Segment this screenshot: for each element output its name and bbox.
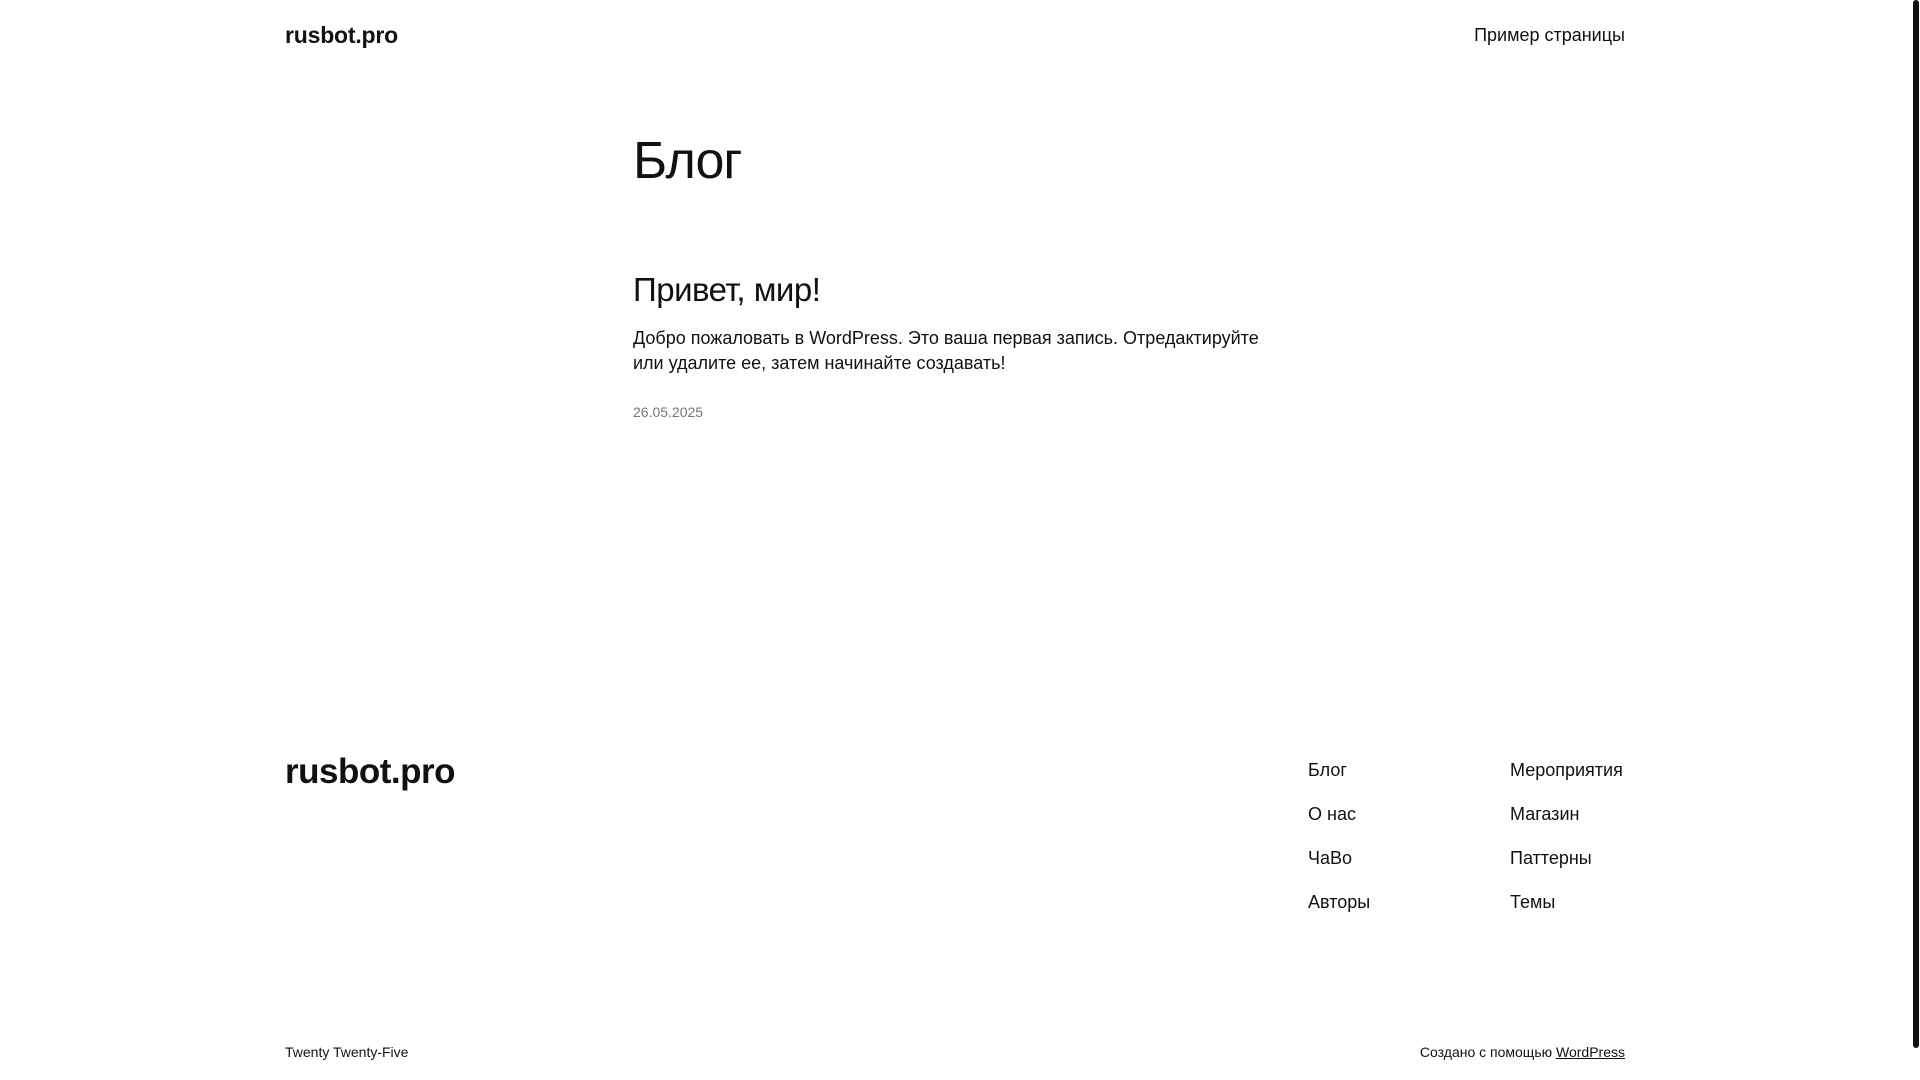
footer-site-title-link[interactable]: rusbot.pro (285, 752, 455, 791)
footer-link-blog[interactable]: Блог (1308, 760, 1347, 780)
footer-link-about[interactable]: О нас (1308, 804, 1356, 824)
powered-by (1420, 1044, 1625, 1060)
powered-by-prefix: Создано с помощью (1419, 1044, 1557, 1060)
footer-link-authors[interactable]: Авторы (1308, 892, 1371, 912)
footer-link-faq[interactable]: ЧаВо (1308, 848, 1353, 868)
site-header (285, 0, 1625, 70)
footer-link-patterns[interactable]: Паттерны (1510, 848, 1592, 868)
post-excerpt: Добро пожаловать в WordPress. Это ваша первая запись. Отредактируйте или удалите ее, затем начинайте создавать! (633, 327, 1259, 373)
wordpress-link[interactable]: WordPress (1556, 1044, 1625, 1060)
theme-credit: Twenty Twenty-Five (285, 1044, 409, 1060)
main-content (633, 130, 1293, 420)
footer-nav-column-2 (1510, 758, 1623, 914)
site-title-link[interactable]: rusbot.pro (285, 21, 398, 48)
post-date-link[interactable]: 26.05.2025 (633, 403, 704, 420)
post-title-link[interactable]: Привет, мир! (633, 271, 821, 309)
footer-link-shop[interactable]: Магазин (1510, 804, 1580, 824)
vertical-scrollbar[interactable] (1912, 0, 1920, 1080)
post-title (633, 270, 1293, 310)
scrollbar-thumb[interactable] (1913, 0, 1919, 1048)
nav-link-sample-page[interactable]: Пример страницы (1474, 24, 1625, 45)
footer-nav-column-1 (1308, 758, 1370, 914)
page-title: Блог (633, 132, 742, 190)
header-nav (1474, 25, 1625, 46)
footer-link-themes[interactable]: Темы (1510, 892, 1556, 912)
post-item (633, 270, 1293, 420)
footer-bottom-bar (285, 1044, 1625, 1060)
footer-link-events[interactable]: Мероприятия (1510, 760, 1623, 780)
